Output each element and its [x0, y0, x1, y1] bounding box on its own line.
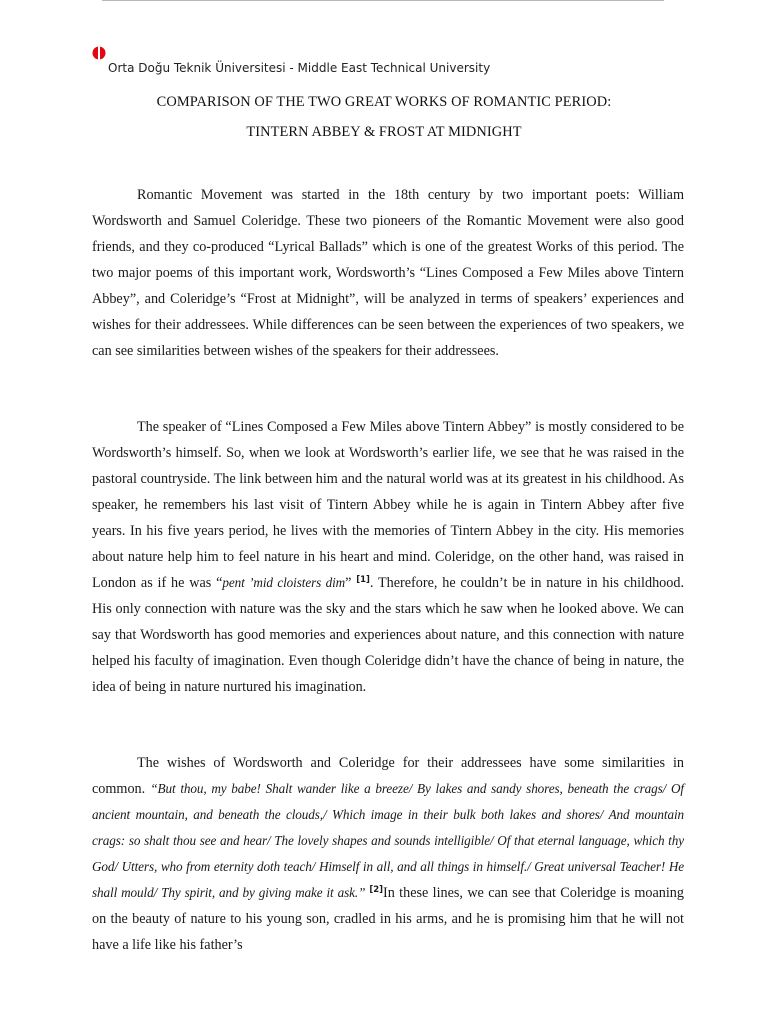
metu-logo-icon — [92, 46, 106, 60]
document-body — [92, 182, 684, 958]
paragraph-2-quote: pent ’mid cloisters dim — [222, 575, 346, 590]
top-rule — [102, 0, 664, 1]
paragraph-1-text: Romantic Movement was started in the 18th century by two important poets: William Wordsworth and Samuel Coleridge. These two pioneers of the Romantic Movement were also good friends, and they co-produced “Lyrical Ballads” which is one of the greatest Works of this period. The two major poems of this important work, Wordsworth’s “Lines Composed a Few Miles above Tintern Abbey”, and Coleridge’s “Frost at Midnight”, will be analyzed in terms of speakers’ experiences and wishes for their addressees. While differences can be seen between the experiences of two speakers, we can see similarities between wishes of the speakers for their addressees. — [92, 187, 684, 359]
paragraph-2 — [92, 414, 684, 700]
paragraph-3 — [92, 750, 684, 958]
document-title-line-1: COMPARISON OF THE TWO GREAT WORKS OF ROMANTIC PERIOD: — [156, 94, 612, 110]
footnote-ref-2[interactable]: [2] — [369, 885, 383, 895]
document-title-line-2: TINTERN ABBEY & FROST AT MIDNIGHT — [246, 124, 522, 140]
paragraph-2-text-before: The speaker of “Lines Composed a Few Miles above Tintern Abbey” is mostly considered to be Wordsworth’s himself. So, when we look at Wordsworth’s earlier life, we see that he was raised in the pastoral countryside. The link between him and the natural world was at its greatest in his childhood. As speaker, he remembers his last visit of Tintern Abbey while he is again in Tintern Abbey after five years. In his five years period, he lives with the memories of Tintern Abbey in the city. His memories about nature help him to feel nature in his heart and mind. Coleridge, on the other hand, was raised in London as if he was “ — [92, 419, 684, 591]
paragraph-3-text-before: The wishes of Wordsworth and Coleridge for their addressees have some similarities in common. — [92, 755, 684, 797]
institution-name: Orta Doğu Teknik Üniversitesi - Middle East Technical University — [108, 61, 491, 75]
paragraph-2-text-after: . Therefore, he couldn’t be in nature in his childhood. His only connection with nature was the sky and the stars which he saw when he looked above. We can say that Wordsworth has good memories and experiences about nature, and this connection with nature helped his faculty of imagination. Even though Coleridge didn’t have the chance of being in nature, the idea of being in nature nurtured his imagination. — [92, 575, 685, 695]
paragraph-3-quote: “But thou, my babe! Shalt wander like a breeze/ By lakes and sandy shores, beneath the crags/ Of ancient mountain, and beneath the clouds,/ Which image in their bulk both lakes and shores/ And mountain crags: so shalt thou see and hear/ The lovely shapes and sounds intelligible/ Of that eternal language, which thy God/ Utters, who from eternity doth teach/ Himself in all, and all things in himself./ Great universal Teacher! He shall mould/ Thy spirit, and by giving make it ask.” — [92, 781, 684, 900]
footnote-ref-1[interactable]: [1] — [356, 575, 370, 585]
paragraph-2-quote-close: ” — [345, 575, 352, 591]
paragraph-3-text-after: In these lines, we can see that Coleridge is moaning on the beauty of nature to his young son, cradled in his arms, and he is promising him that he will not have a life like his father’s — [92, 885, 684, 953]
paragraph-1 — [92, 182, 684, 364]
page-header — [92, 44, 692, 78]
